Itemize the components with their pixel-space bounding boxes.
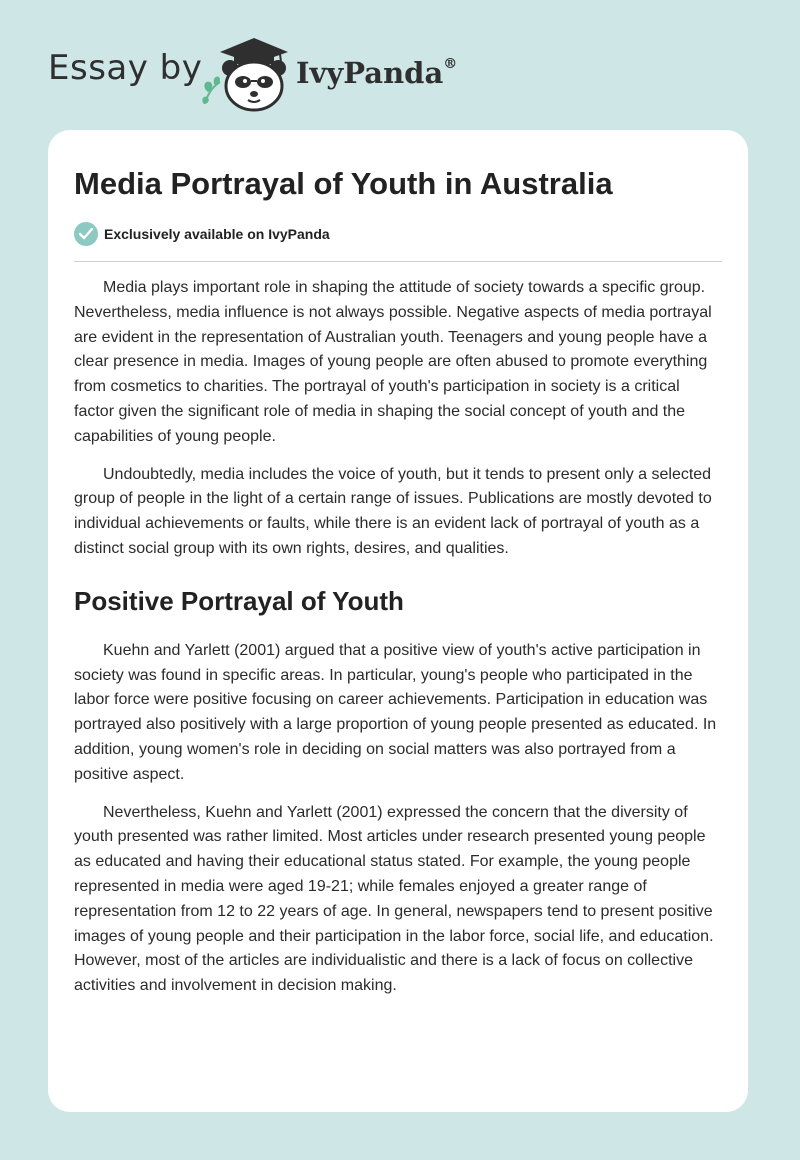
- brand-prefix: Essay by: [48, 48, 203, 88]
- paragraph: Media plays important role in shaping the attitude of society towards a specific group. Nevertheless, media influence is not always possible. Negative aspects of media portrayal are evident in the representation of Australian youth. Teenagers and young people have a clear presence in media. Images of young people are often abused to promote everything from cosmetics to charities. The portrayal of youth's participation in society is a critical factor given the significant role of media in shaping the social concept of youth and the capabilities of young people.: [74, 279, 712, 445]
- registered-mark: ®: [443, 56, 458, 73]
- paragraph: Kuehn and Yarlett (2001) argued that a positive view of youth's active participation in society was found in specific areas. In particular, young's people who participated in the labor force were positive focusing on career achievements. Participation in education was portrayed also positively with a large proportion of young people presented as educated. In addition, young women's role in deciding on social matters was also portrayed from a positive aspect.: [74, 641, 717, 783]
- essay-body: [74, 276, 724, 1012]
- brand-name-text: IvyPanda: [296, 56, 444, 90]
- ivypanda-logo-icon[interactable]: [200, 34, 296, 112]
- site-header: [0, 0, 800, 130]
- exclusive-badge-text: Exclusively available on IvyPanda: [104, 226, 330, 242]
- paragraph: Nevertheless, Kuehn and Yarlett (2001) expressed the concern that the diversity of youth presented was rather limited. Most articles under research presented young people as educated and having their educational status stated. For example, the young people represented in media were aged 19-21; while females enjoyed a greater range of representation from 12 to 22 years of age. In general, newspapers tend to present positive images of young people and their participation in the labor force, social life, and education. However, most of the articles are individualistic and there is a lack of focus on collective activities and involvement in decision making.: [74, 803, 714, 995]
- essay-title: Media Portrayal of Youth in Australia: [74, 166, 613, 201]
- paragraph: Undoubtedly, media includes the voice of youth, but it tends to present only a selected group of people in the light of a certain range of issues. Publications are mostly devoted to individual achievements or faults, while there is an evident lack of portrayal of youth as a distinct social group with its own rights, desires, and qualities.: [74, 465, 712, 557]
- brand-name[interactable]: [296, 56, 457, 90]
- check-icon: [74, 222, 98, 246]
- title-divider: [74, 261, 722, 262]
- section-heading: Positive Portrayal of Youth: [74, 585, 404, 616]
- essay-card: [48, 130, 748, 1112]
- exclusive-badge: [74, 222, 330, 246]
